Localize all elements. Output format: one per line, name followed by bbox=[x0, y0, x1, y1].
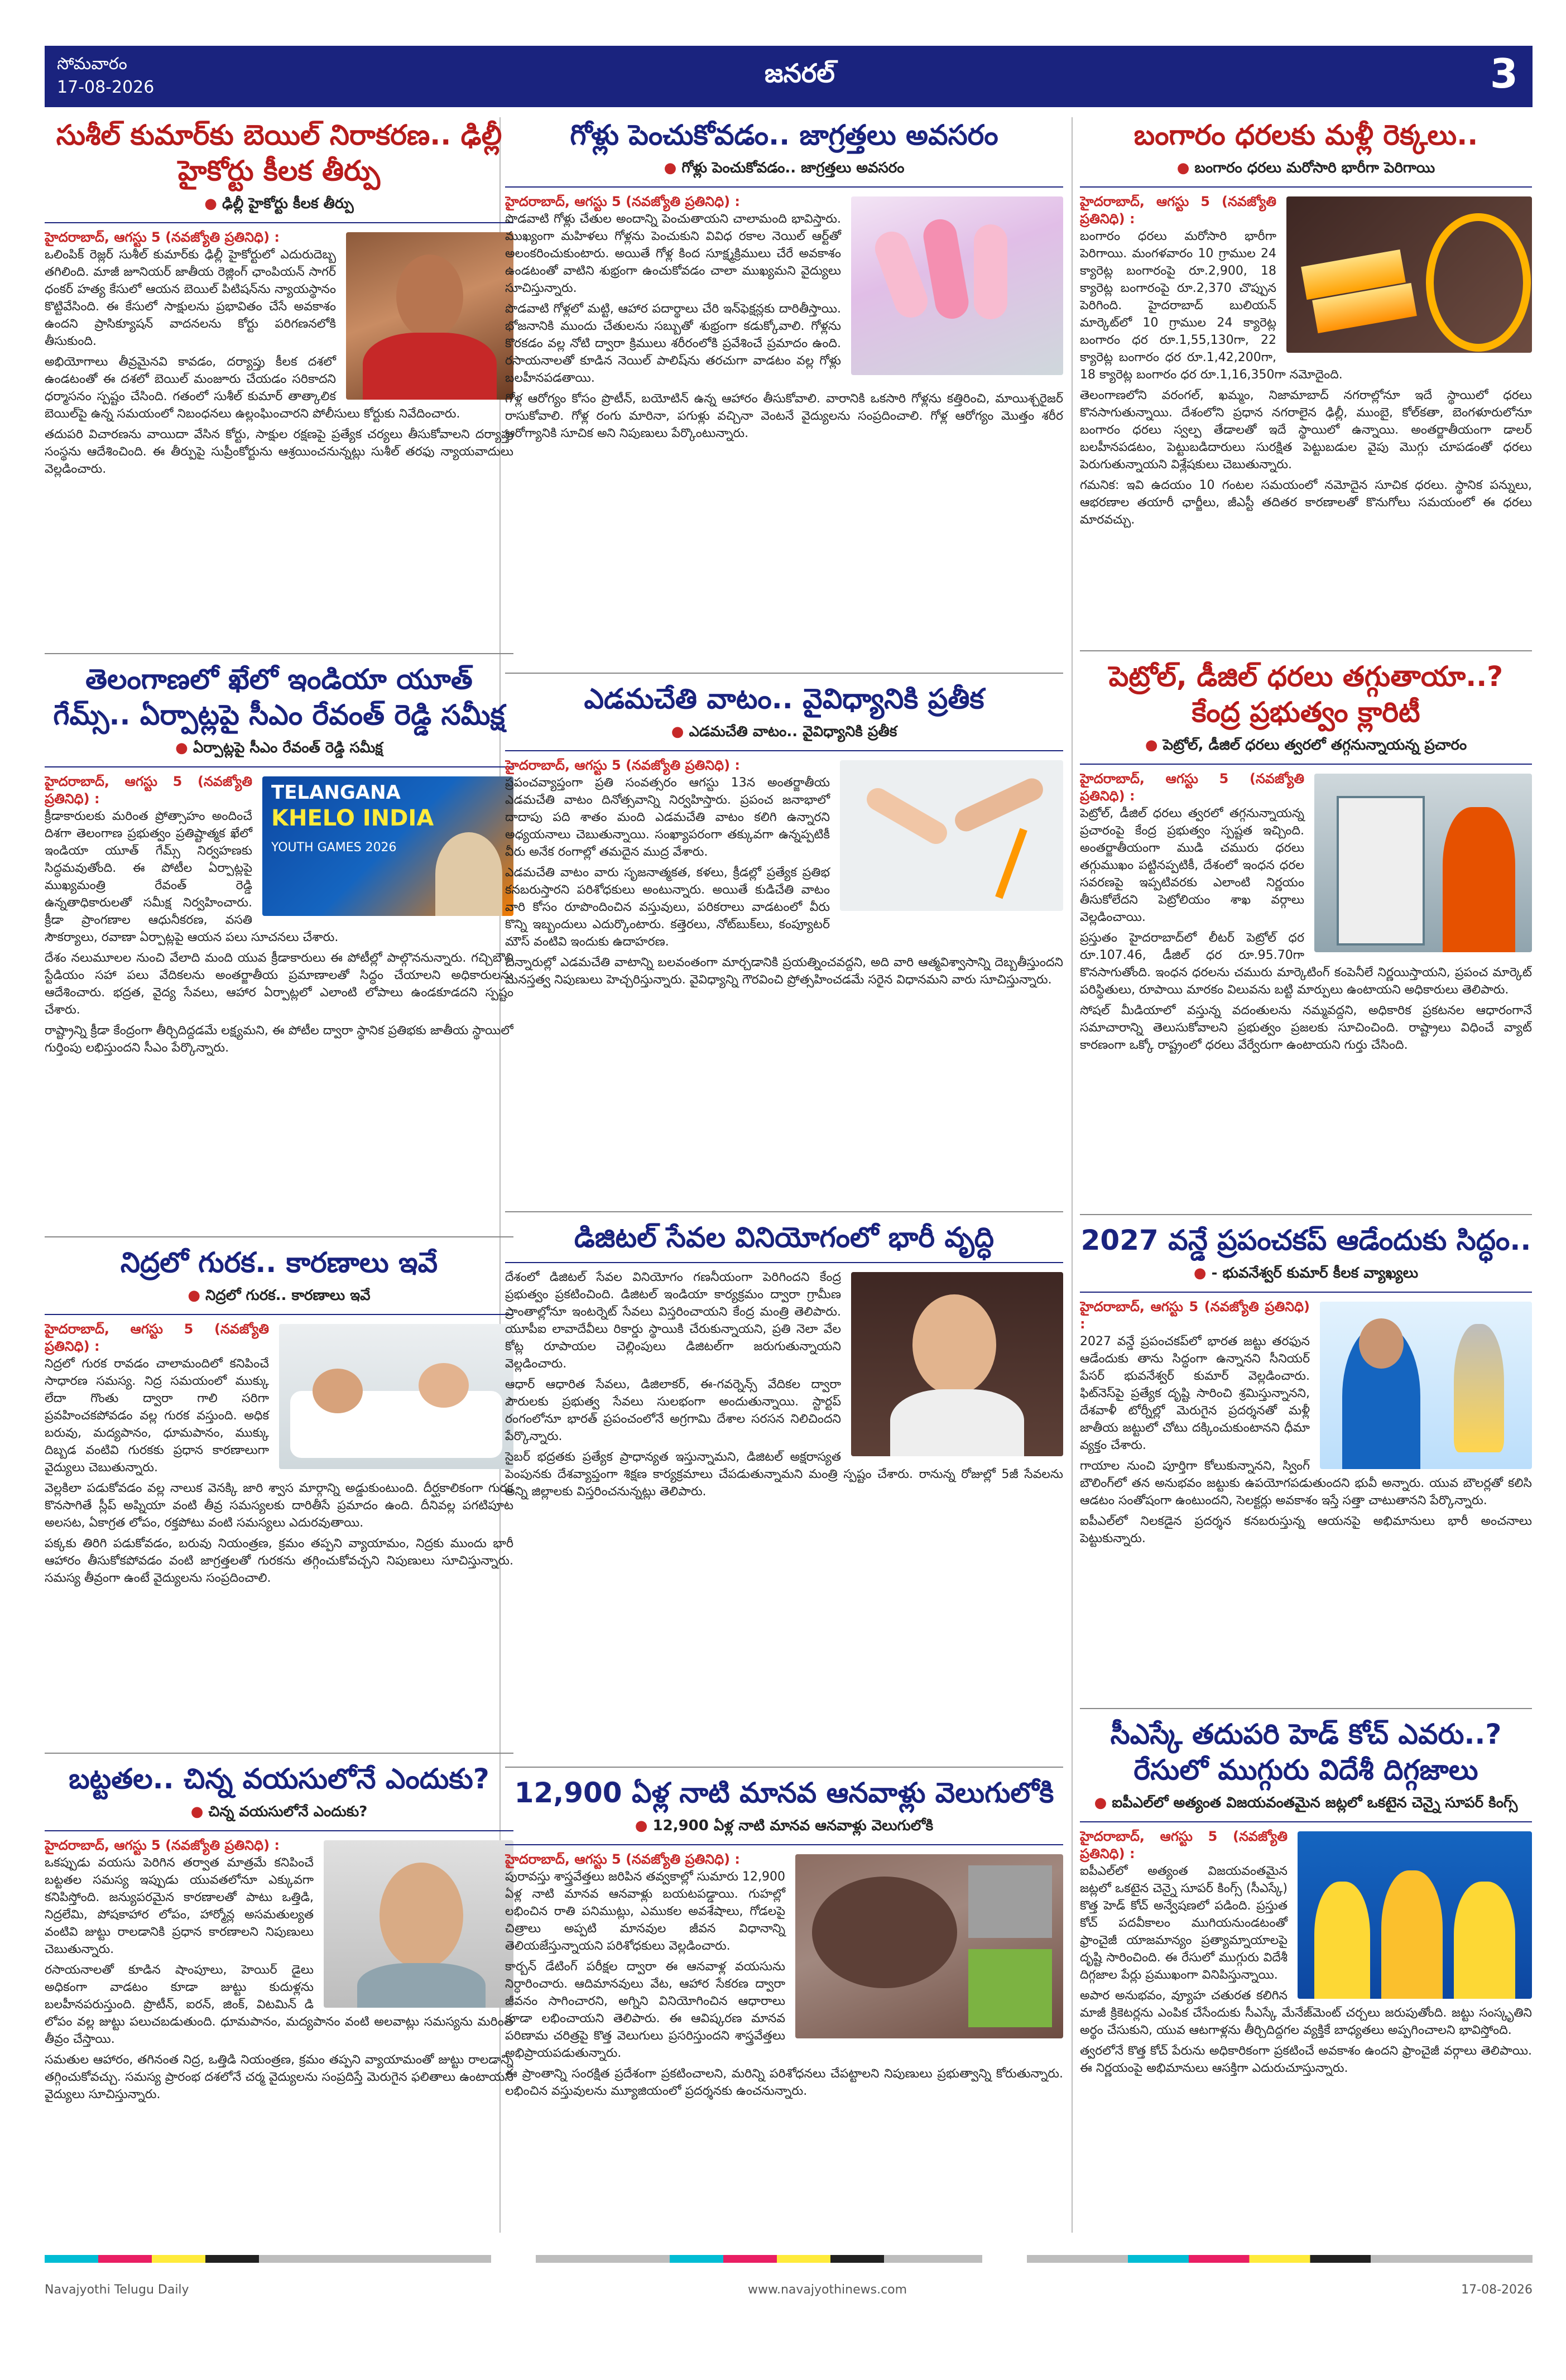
paragraph: పొడవాటి గోళ్లు చేతుల అందాన్ని పెంచుతాయని చాలామంది భావిస్తారు. ముఖ్యంగా మహిళలు గోళ్లను పెంచుకుని వివిధ రకాల నెయిల్ ఆర్ట్‌తో అలంకరించుకుంటారు. అయితే గోళ్ల కింద సూక్ష్మక్రిములు చేరే అవకాశం ఉండటంతో వాటిని శుభ్రంగా ఉంచుకోవడం చాలా ముఖ్యమని వైద్యులు సూచిస్తున్నారు. bbox=[505, 212, 841, 295]
separator bbox=[505, 186, 1063, 188]
masthead-bar bbox=[45, 46, 1533, 107]
paragraph: సోషల్ మీడియాలో వస్తున్న వదంతులను నమ్మవద్దని, అధికారిక ప్రకటనల ఆధారంగానే సమాచారాన్ని తెలుసుకోవాలని ప్రభుత్వం ప్రజలకు సూచించింది. రాష్ట్రాలు విధించే వ్యాట్ కారణంగా ఒక్కో రాష్ట్రంలో ధరలు వేర్వేరుగా ఉంటాయని గుర్తు చేసింది. bbox=[1080, 1004, 1532, 1052]
section-name: జనరల్ bbox=[765, 58, 835, 88]
paragraph: చిన్నారుల్లో ఎడమచేతి వాటాన్ని బలవంతంగా మార్చడానికి ప్రయత్నించవద్దని, అది వారి ఆత్మవిశ్వాసాన్ని దెబ్బతీస్తుందని మనస్తత్వ నిపుణులు హెచ్చరిస్తున్నారు. వైవిధ్యాన్ని గౌరవించి ప్రోత్సహించడమే సరైన విధానమని వారు సూచిస్తున్నారు. bbox=[505, 956, 1063, 987]
print-color-bar bbox=[536, 2255, 982, 2263]
headline: గోళ్లు పెంచుకోవడం.. జాగ్రత్తలు అవసరం bbox=[570, 119, 998, 151]
cave-excavation-photo bbox=[795, 1854, 1063, 2038]
headline: తెలంగాణలో ఖేలో ఇండియా యూత్ గేమ్స్.. ఏర్పాట్లపై సీఎం రేవంత్ రెడ్డి సమీక్ష bbox=[53, 663, 505, 731]
paragraph: తదుపరి విచారణను వాయిదా వేసిన కోర్టు, సాక్షుల రక్షణపై ప్రత్యేక చర్యలు తీసుకోవాలని దర్యాప్తు సంస్థను ఆదేశించింది. ఈ తీర్పుపై సుప్రీంకోర్టును ఆశ్రయించనున్నట్లు సుశీల్ తరఫు న్యాయవాదులు వెల్లడించారు. bbox=[45, 428, 513, 476]
article-divider bbox=[1080, 1214, 1532, 1215]
paragraph: ఒకప్పుడు వయసు పెరిగిన తర్వాత మాత్రమే కనిపించే బట్టతల సమస్య ఇప్పుడు యువతలోనూ ఎక్కువగా కనిపిస్తోంది. జన్యుపరమైన కారణాలతో పాటు ఒత్తిడి, నిద్రలేమి, పోషకాహార లోపం, హార్మోన్ల అసమతుల్యత వంటివి జుట్టు రాలడానికి ప్రధాన కారణాలని నిపుణులు చెబుతున్నారు. bbox=[45, 1856, 314, 1956]
article-body bbox=[505, 1269, 1063, 1500]
gold-jewelry-photo bbox=[1286, 196, 1532, 353]
headline: బంగారం ధరలకు మళ్లీ రెక్కలు.. bbox=[1133, 119, 1478, 151]
dateline: హైదరాబాద్, ఆగస్టు 5 (నవజ్యోతి ప్రతినిధి) : bbox=[505, 1851, 740, 1867]
kicker: ● నిద్రలో గురక.. కారణాలు ఇవే bbox=[45, 1287, 513, 1307]
wrestler-photo bbox=[346, 232, 513, 400]
kicker: ● ఎడమచేతి వాటం.. వైవిధ్యానికి ప్రతీక bbox=[505, 723, 1063, 743]
paragraph: గమనిక: ఇవి ఉదయం 10 గంటల సమయంలో నమోదైన సూచిక ధరలు. స్థానిక పన్నులు, ఆభరణాల తయారీ ఛార్జీలు, జీఎస్టీ తదితర కారణాలతో కొనుగోలు సమయంలో ఈ ధరలు మారవచ్చు. bbox=[1080, 478, 1532, 527]
article-divider bbox=[1080, 650, 1532, 651]
separator bbox=[1080, 1292, 1532, 1293]
headline: సీఎస్కే తదుపరి హెడ్ కోచ్ ఎవరు..? రేసులో ముగ్గురు విదేశీ దిగ్గజాలు bbox=[1110, 1718, 1502, 1786]
csk-players-photo bbox=[1298, 1831, 1532, 1999]
paragraph: క్రీడాకారులకు మరింత ప్రోత్సాహం అందించే దిశగా తెలంగాణ ప్రభుత్వం ప్రతిష్టాత్మక ఖేలో ఇండియా యూత్ గేమ్స్ నిర్వహణకు సిద్ధమవుతోంది. ఈ పోటీల ఏర్పాట్లపై ముఖ్యమంత్రి రేవంత్ రెడ్డి ఉన్నతాధికారులతో సమీక్ష నిర్వహించారు. క్రీడా ప్రాంగణాల ఆధునీకరణ, వసతి సౌకర్యాలు, రవాణా ఏర్పాట్లపై ఆయన పలు సూచనలు చేశారు. bbox=[45, 809, 339, 944]
article-body bbox=[505, 193, 1063, 442]
minister-photo bbox=[851, 1272, 1063, 1456]
article-divider bbox=[505, 1211, 1063, 1212]
kicker: ● చిన్న వయసులోనే ఎందుకు? bbox=[45, 1803, 513, 1824]
paragraph: గాయాల నుంచి పూర్తిగా కోలుకున్నానని, స్వింగ్ బౌలింగ్‌లో తన అనుభవం జట్టుకు ఉపయోగపడుతుందని భువీ అన్నారు. యువ బౌలర్లతో కలిసి ఆడటం సంతోషంగా ఉంటుందని, సెలక్టర్లు అవకాశం ఇస్తే సత్తా చాటుతానని పేర్కొన్నారు. bbox=[1080, 1459, 1532, 1508]
article-nails bbox=[505, 117, 1063, 667]
paragraph: రాష్ట్రాన్ని క్రీడా కేంద్రంగా తీర్చిదిద్దడమే లక్ష్యమని, ఈ పోటీల ద్వారా స్థానిక ప్రతిభకు జాతీయ స్థాయిలో గుర్తింపు లభిస్తుందని సీఎం పేర్కొన్నారు. bbox=[45, 1024, 513, 1055]
paragraph: రసాయనాలతో కూడిన షాంపూలు, హెయిర్ డైలు అధికంగా వాడటం కూడా జుట్టు కుదుళ్లను బలహీనపరుస్తుంది. ప్రొటీన్, ఐరన్, జింక్, విటమిన్ డి లోపం వల్ల జుట్టు పలుచబడుతుంది. ధూమపానం, మద్యపానం వంటి అలవాట్లు సమస్యను మరింత తీవ్రం చేస్తాయి. bbox=[45, 1963, 513, 2046]
article-body bbox=[1080, 193, 1532, 529]
article-body bbox=[45, 1837, 513, 2103]
paragraph: నిద్రలో గురక రావడం చాలామందిలో కనిపించే సాధారణ సమస్య. నిద్ర సమయంలో ముక్కు లేదా గొంతు ద్వారా గాలి సరిగా ప్రవహించకపోవడం వల్ల గురక వస్తుంది. అధిక బరువు, మద్యపానం, ధూమపానం, ముక్కు దిబ్బడ వంటివి గురకకు ప్రధాన కారణాలుగా వైద్యులు చెబుతున్నారు. bbox=[45, 1357, 269, 1475]
article-body bbox=[1080, 1828, 1532, 2077]
article-baldness bbox=[45, 1761, 513, 2353]
article-body bbox=[505, 757, 1063, 989]
headline: డిజిటల్ సేవల వినియోగంలో భారీ వృద్ధి bbox=[574, 1221, 995, 1254]
article-body bbox=[45, 1321, 513, 1587]
article-body bbox=[45, 773, 513, 1057]
dateline: హైదరాబాద్, ఆగస్టు 5 (నవజ్యోతి ప్రతినిధి) : bbox=[45, 774, 252, 807]
page-number: 3 bbox=[1490, 50, 1518, 97]
nails-photo bbox=[851, 196, 1063, 375]
article-left-handed bbox=[505, 681, 1063, 1206]
article-khelo-india bbox=[45, 661, 513, 1231]
footer-date: 17-08-2026 bbox=[1461, 2283, 1533, 2297]
paragraph: ఆధార్ ఆధారిత సేవలు, డిజిలాకర్, ఈ-గవర్నెన్స్ వేదికల ద్వారా పౌరులకు ప్రభుత్వ సేవలు సులభంగా అందుతున్నాయి. స్టార్టప్ రంగంలోనూ భారత్ ప్రపంచంలోనే అగ్రగామి దేశాల సరసన నిలిచిందని పేర్కొన్నారు. bbox=[505, 1378, 841, 1443]
fuel-pump-photo bbox=[1314, 774, 1532, 952]
headline: పెట్రోల్, డీజిల్ ధరలు తగ్గుతాయా..? కేంద్ర ప్రభుత్వం క్లారిటీ bbox=[1108, 660, 1503, 728]
article-sushil-kumar bbox=[45, 117, 513, 647]
dateline: హైదరాబాద్, ఆగస్టు 5 (నవజ్యోతి ప్రతినిధి) : bbox=[1080, 1829, 1288, 1861]
issue-date bbox=[57, 52, 154, 99]
headline: సుశీల్ కుమార్‌కు బెయిల్ నిరాకరణ.. ఢిల్లీ హైకోర్టు కీలక తీర్పు bbox=[56, 119, 502, 187]
separator bbox=[45, 222, 513, 223]
paragraph: బంగారం ధరలు మరోసారి భారీగా పెరిగాయి. మంగళవారం 10 గ్రాముల 24 క్యారెట్ల బంగారంపై రూ.2,900, 18 క్యారెట్ల బంగారంపై రూ.2,370 చొప్పున పెరిగింది. హైదరాబాద్ బులియన్ మార్కెట్‌లో 10 గ్రాముల 24 క్యారెట్ల బంగారం ధర రూ.1,55,130గా, 22 క్యారెట్ల బంగారం ధర రూ.1,42,200గా, 18 క్యారెట్ల బంగారం ధర రూ.1,16,350గా నమోదైంది. bbox=[1080, 229, 1343, 382]
article-divider bbox=[45, 653, 513, 654]
paragraph: త్వరలోనే కొత్త కోచ్ పేరును అధికారికంగా ప్రకటించే అవకాశం ఉందని ఫ్రాంచైజీ వర్గాలు తెలిపాయి. ఈ నిర్ణయంపై అభిమానులు ఆసక్తిగా ఎదురుచూస్తున్నారు. bbox=[1080, 2044, 1532, 2075]
separator bbox=[505, 1262, 1063, 1263]
headline: బట్టతల.. చిన్న వయసులోనే ఎందుకు? bbox=[69, 1763, 489, 1795]
paragraph: ఎడమచేతి వాటం వారు సృజనాత్మకత, కళలు, క్రీడల్లో ప్రత్యేక ప్రతిభ కనబరుస్తారని పరిశోధకులు అంటున్నారు. అయితే కుడిచేతి వాటం వారి కోసం రూపొందించిన వస్తువులు, పరికరాలు వాడటంలో వీరు కొన్ని ఇబ్బందులు ఎదుర్కొంటారు. కత్తెరలు, నోట్‌బుక్‌లు, కంప్యూటర్ మౌస్ వంటివి ఇందుకు ఉదాహరణ. bbox=[505, 866, 830, 949]
article-divider bbox=[505, 1767, 1063, 1768]
dateline: హైదరాబాద్, ఆగస్టు 5 (నవజ్యోతి ప్రతినిధి) : bbox=[1080, 194, 1276, 227]
print-color-bar bbox=[1027, 2255, 1533, 2263]
paragraph: ఐపీఎల్‌లో అత్యంత విజయవంతమైన జట్లలో ఒకటైన చెన్నై సూపర్ కింగ్స్ (సీఎస్కే) కొత్త హెడ్ కోచ్ అన్వేషణలో పడింది. ప్రస్తుత కోచ్ పదవీకాలం ముగియనుండటంతో ఫ్రాంచైజీ యాజమాన్యం ప్రత్యామ్నాయాలపై దృష్టి సారించింది. ఈ రేసులో ముగ్గురు విదేశీ దిగ్గజాల పేర్లు ప్రముఖంగా వినిపిస్తున్నాయి. bbox=[1080, 1864, 1288, 1982]
paragraph: అపార అనుభవం, వ్యూహ చతురత కలిగిన మాజీ క్రికెటర్లను ఎంపిక చేసేందుకు సీఎస్కే మేనేజ్‌మెంట్ చర్చలు జరుపుతోంది. జట్టు సంస్కృతిని అర్థం చేసుకుని, యువ ఆటగాళ్లను తీర్చిదిద్దగల వ్యక్తికే బాధ్యతలు అప్పగించాలని భావిస్తోంది. bbox=[1080, 1989, 1532, 2037]
dateline: హైదరాబాద్, ఆగస్టు 5 (నవజ్యోతి ప్రతినిధి) : bbox=[45, 1837, 280, 1853]
paragraph: పొడవాటి గోళ్లలో మట్టి, ఆహార పదార్థాలు చేరి ఇన్‌ఫెక్షన్లకు దారితీస్తాయి. భోజనానికి ముందు చేతులను సబ్బుతో శుభ్రంగా కడుక్కోవాలి. గోళ్లను కొరకడం వల్ల నోటి ద్వారా క్రిములు శరీరంలోకి ప్రవేశించే ప్రమాదం ఉంది. రసాయనాలతో కూడిన నెయిల్ పాలిష్‌ను తరచుగా వాడటం వల్ల గోళ్లు బలహీనపడతాయి. bbox=[505, 302, 841, 385]
separator bbox=[505, 1844, 1063, 1845]
kicker: ● పెట్రోల్, డీజిల్ ధరలు త్వరలో తగ్గనున్నాయన్న ప్రచారం bbox=[1080, 737, 1532, 757]
issue-day: సోమవారం bbox=[57, 54, 127, 74]
paragraph: పక్కకు తిరిగి పడుకోవడం, బరువు నియంత్రణ, క్రమం తప్పని వ్యాయామం, నిద్రకు ముందు భారీ ఆహారం తీసుకోకపోవడం వంటి జాగ్రత్తలతో గురకను తగ్గించుకోవచ్చని నిపుణులు సూచిస్తున్నారు. సమస్య తీవ్రంగా ఉంటే వైద్యులను సంప్రదించాలి. bbox=[45, 1537, 513, 1585]
paragraph: ఒలింపిక్ రెజ్లర్ సుశీల్ కుమార్‌కు ఢిల్లీ హైకోర్టులో ఎదురుదెబ్బ తగిలింది. మాజీ జూనియర్ జాతీయ రెజ్లింగ్ ఛాంపియన్ సాగర్ ధంకర్ హత్య కేసులో ఆయన బెయిల్ పిటిషన్‌ను న్యాయస్థానం కొట్టివేసింది. ఈ కేసులో సాక్షులను ప్రభావితం చేసే అవకాశం ఉందని ప్రాసిక్యూషన్ వాదనలను కోర్టు పరిగణనలోకి తీసుకుంది. bbox=[45, 248, 336, 348]
paragraph: పెట్రోల్, డీజిల్ ధరలు త్వరలో తగ్గనున్నాయన్న ప్రచారంపై కేంద్ర ప్రభుత్వం స్పష్టత ఇచ్చింది. అంతర్జాతీయంగా ముడి చమురు ధరలు తగ్గుముఖం పట్టినప్పటికీ, దేశంలో ఇంధన ధరల సవరణపై ఇప్పటివరకు ఎలాంటి నిర్ణయం తీసుకోలేదని పెట్రోలియం శాఖ వర్గాలు వెల్లడించాయి. bbox=[1080, 807, 1304, 924]
kicker: ● ఐపీఎల్‌లో అత్యంత విజయవంతమైన జట్లలో ఒకటైన చెన్నై సూపర్ కింగ్స్ bbox=[1080, 1794, 1532, 1815]
dateline: హైదరాబాద్, ఆగస్టు 5 (నవజ్యోతి ప్రతినిధి) : bbox=[1080, 771, 1304, 804]
article-divider bbox=[45, 1236, 513, 1237]
article-body bbox=[1080, 1298, 1532, 1547]
paragraph: ఈ ప్రాంతాన్ని సంరక్షిత ప్రదేశంగా ప్రకటించాలని, మరిన్ని పరిశోధనలు చేపట్టాలని నిపుణులు ప్రభుత్వాన్ని కోరుతున్నారు. లభించిన వస్తువులను మ్యూజియంలో ప్రదర్శనకు ఉంచనున్నారు. bbox=[505, 2067, 1063, 2098]
dateline: హైదరాబాద్, ఆగస్టు 5 (నవజ్యోతి ప్రతినిధి) : bbox=[45, 229, 280, 245]
article-gold-prices bbox=[1080, 117, 1532, 645]
article-divider bbox=[45, 1753, 513, 1754]
banner-sub: KHELO INDIA bbox=[271, 805, 434, 831]
paragraph: తెలంగాణలోని వరంగల్, ఖమ్మం, నిజామాబాద్ నగరాల్లోనూ ఇదే స్థాయిలో ధరలు కొనసాగుతున్నాయి. దేశంలోని ప్రధాన నగరాలైన ఢిల్లీ, ముంబై, కోల్‌కతా, బెంగళూరులోనూ బంగారం ధరలు స్వల్ప తేడాలతో ఇదే స్థాయిలో ఉన్నాయి. అంతర్జాతీయంగా డాలర్ బలహీనపడటం, పెట్టుబడిదారులు సురక్షిత పెట్టుబడుల వైపు మొగ్గు చూపడంతో ధరలు పెరుగుతున్నాయని విశ్లేషకులు చెబుతున్నారు. bbox=[1080, 388, 1532, 472]
article-ancient-humans bbox=[505, 1775, 1063, 2350]
banner-title: TELANGANA bbox=[271, 781, 401, 804]
separator bbox=[45, 1314, 513, 1315]
paragraph: ఐపీఎల్‌లో నిలకడైన ప్రదర్శన కనబరుస్తున్న ఆయనపై అభిమానులు భారీ అంచనాలు పెట్టుకున్నారు. bbox=[1080, 1514, 1532, 1546]
paragraph: పురావస్తు శాస్త్రవేత్తలు జరిపిన తవ్వకాల్లో సుమారు 12,900 ఏళ్ల నాటి మానవ ఆనవాళ్లు బయటపడ్డాయి. గుహల్లో లభించిన రాతి పనిముట్లు, ఎముకల అవశేషాలు, గోడలపై చిత్రాలు అప్పటి మానవుల జీవన విధానాన్ని తెలియజేస్తున్నాయని పరిశోధకులు వెల్లడించారు. bbox=[505, 1870, 785, 1953]
article-bhuvneshwar bbox=[1080, 1222, 1532, 1702]
paragraph: 2027 వన్డే ప్రపంచకప్‌లో భారత జట్టు తరఫున ఆడేందుకు తాను సిద్ధంగా ఉన్నానని సీనియర్ పేసర్ భువనేశ్వర్ కుమార్ వెల్లడించారు. ఫిట్‌నెస్‌పై ప్రత్యేక దృష్టి సారించి శ్రమిస్తున్నానని, దేశవాళీ టోర్నీల్లో మెరుగైన ప్రదర్శనతో మళ్లీ జాతీయ జట్టులో చోటు దక్కించుకుంటానని ధీమా వ్యక్తం చేశారు. bbox=[1080, 1335, 1310, 1452]
headline: ఎడమచేతి వాటం.. వైవిధ్యానికి ప్రతీక bbox=[584, 683, 984, 715]
footer-publication: Navajyothi Telugu Daily bbox=[45, 2283, 189, 2297]
article-fuel-prices bbox=[1080, 659, 1532, 1208]
paragraph: గోళ్ల ఆరోగ్యం కోసం ప్రొటీన్, బయోటిన్ ఉన్న ఆహారం తీసుకోవాలి. వారానికి ఒకసారి గోళ్లను కత్తిరించి, మాయిశ్చరైజర్ రాసుకోవాలి. గోళ్ల రంగు మారినా, పగుళ్లు వచ్చినా వెంటనే వైద్యులను సంప్రదించాలి. గోళ్ల ఆరోగ్యం మొత్తం శరీర ఆరోగ్యానికి సూచిక అని నిపుణులు పేర్కొంటున్నారు. bbox=[505, 392, 1063, 440]
footer-website: www.navajyothinews.com bbox=[748, 2283, 907, 2297]
article-body bbox=[1080, 770, 1532, 1054]
article-body bbox=[505, 1851, 1063, 2100]
article-snoring bbox=[45, 1245, 513, 1747]
separator bbox=[45, 1830, 513, 1831]
separator bbox=[45, 766, 513, 767]
separator bbox=[1080, 1821, 1532, 1822]
paragraph: అభియోగాలు తీవ్రమైనవి కావడం, దర్యాప్తు కీలక దశలో ఉండటంతో ఈ దశలో బెయిల్ మంజూరు చేయడం సరికాదని ధర్మాసనం స్పష్టం చేసింది. గతంలో సుశీల్ కుమార్ తాత్కాలిక బెయిల్‌పై ఉన్న సమయంలో నిబంధనలు ఉల్లంఘించారని పోలీసులు కోర్టుకు నివేదించారు. bbox=[45, 355, 460, 421]
banner-sub2: YOUTH GAMES 2026 bbox=[271, 841, 397, 855]
separator bbox=[505, 750, 1063, 751]
article-divider bbox=[505, 673, 1063, 674]
snoring-photo bbox=[279, 1324, 513, 1469]
column-rule bbox=[1072, 117, 1073, 2233]
separator bbox=[1080, 186, 1532, 188]
dateline: హైదరాబాద్, ఆగస్టు 5 (నవజ్యోతి ప్రతినిధి) : bbox=[505, 757, 740, 773]
headline: 12,900 ఏళ్ల నాటి మానవ ఆనవాళ్లు వెలుగులోకి bbox=[514, 1777, 1054, 1809]
article-divider bbox=[1080, 1708, 1532, 1709]
paragraph: కార్బన్ డేటింగ్ పరీక్షల ద్వారా ఈ ఆనవాళ్ల వయసును నిర్ధారించారు. ఆదిమానవులు వేట, ఆహార సేకరణ ద్వారా జీవనం సాగించారని, అగ్నిని వినియోగించిన ఆధారాలు కూడా లభించాయని తెలిపారు. ఈ ఆవిష్కరణ మానవ పరిణామ చరిత్రపై కొత్త వెలుగులు ప్రసరిస్తుందని శాస్త్రవేత్తలు అభిప్రాయపడుతున్నారు. bbox=[505, 1960, 785, 2060]
issue-date-value: 17-08-2026 bbox=[57, 78, 155, 97]
kicker: ● గోళ్లు పెంచుకోవడం.. జాగ్రత్తలు అవసరం bbox=[505, 160, 1063, 180]
khelo-india-banner bbox=[262, 776, 513, 916]
paragraph: సమతుల ఆహారం, తగినంత నిద్ర, ఒత్తిడి నియంత్రణ, క్రమం తప్పని వ్యాయామంతో జుట్టు రాలడాన్ని తగ్గించుకోవచ్చు. సమస్య ప్రారంభ దశలోనే చర్మ వైద్యులను సంప్రదిస్తే మెరుగైన ఫలితాలు ఉంటాయని వైద్యులు సూచిస్తున్నారు. bbox=[45, 2053, 513, 2101]
separator bbox=[1080, 764, 1532, 765]
print-color-bar bbox=[45, 2255, 491, 2263]
kicker: ● ఏర్పాట్లపై సీఎం రేవంత్ రెడ్డి సమీక్ష bbox=[45, 740, 513, 760]
cricketer-trophy-photo bbox=[1320, 1302, 1532, 1469]
headline: నిద్రలో గురక.. కారణాలు ఇవే bbox=[120, 1246, 438, 1279]
paragraph: దేశం నలుమూలల నుంచి వేలాది మంది యువ క్రీడాకారులు ఈ పోటీల్లో పాల్గొననున్నారు. గచ్చిబౌలి స్టేడియం సహా పలు వేదికలను అంతర్జాతీయ ప్రమాణాలతో సిద్ధం చేయాలని అధికారులను ఆదేశించారు. భద్రత, వైద్య సేవలు, ఆహార ఏర్పాట్లలో ఎలాంటి లోపాలు ఉండకూడదని స్పష్టం చేశారు. bbox=[45, 951, 513, 1017]
paragraph: దేశంలో డిజిటల్ సేవల వినియోగం గణనీయంగా పెరిగిందని కేంద్ర ప్రభుత్వం ప్రకటించింది. డిజిటల్ ఇండియా కార్యక్రమం ద్వారా గ్రామీణ ప్రాంతాల్లోనూ ఇంటర్నెట్ సేవలు విస్తరించాయని కేంద్ర మంత్రి తెలిపారు. యూపీఐ లావాదేవీలు రికార్డు స్థాయికి చేరుకున్నాయని, ప్రతి నెలా వేల కోట్ల రూపాయల చెల్లింపులు డిజిటల్‌గా జరుగుతున్నాయని వెల్లడించారు. bbox=[505, 1270, 841, 1371]
article-digital-services bbox=[505, 1220, 1063, 1761]
kicker: ● ఢిల్లీ హైకోర్టు కీలక తీర్పు bbox=[45, 195, 513, 215]
baldness-photo bbox=[324, 1840, 513, 2008]
headline: 2027 వన్డే ప్రపంచకప్ ఆడేందుకు సిద్ధం.. bbox=[1080, 1224, 1531, 1256]
kicker: ● 12,900 ఏళ్ల నాటి మానవ ఆనవాళ్లు వెలుగులోకి bbox=[505, 1817, 1063, 1837]
kicker: ● బంగారం ధరలు మరోసారి భారీగా పెరిగాయి bbox=[1080, 160, 1532, 180]
paragraph: వెల్లకిలా పడుకోవడం వల్ల నాలుక వెనక్కి జారి శ్వాస మార్గాన్ని అడ్డుకుంటుంది. దీర్ఘకాలికంగా గురక కొనసాగితే స్లీప్ అప్నియా వంటి తీవ్ర సమస్యలకు దారితీసే ప్రమాదం ఉంది. దీనివల్ల పగటిపూట అలసట, ఏకాగ్రత లోపం, రక్తపోటు వంటి సమస్యలు ఎదురవుతాయి. bbox=[45, 1481, 513, 1530]
left-hand-writing-photo bbox=[840, 760, 1063, 911]
kicker: ● - భువనేశ్వర్ కుమార్ కీలక వ్యాఖ్యలు bbox=[1080, 1265, 1532, 1285]
paragraph: ప్రపంచవ్యాప్తంగా ప్రతి సంవత్సరం ఆగస్టు 13న అంతర్జాతీయ ఎడమచేతి వాటం దినోత్సవాన్ని నిర్వహిస్తారు. ప్రపంచ జనాభాలో దాదాపు పది శాతం మంది ఎడమచేతి వాటం కలిగి ఉన్నారని అధ్యయనాలు చెబుతున్నాయి. సంఖ్యాపరంగా తక్కువగా ఉన్నప్పటికీ వీరు అనేక రంగాల్లో తమదైన ముద్ర వేశారు. bbox=[505, 776, 830, 859]
paragraph: సైబర్ భద్రతకు ప్రత్యేక ప్రాధాన్యత ఇస్తున్నామని, డిజిటల్ అక్షరాస్యత పెంపునకు దేశవ్యాప్తంగా శిక్షణ కార్యక్రమాలు చేపడుతున్నామని మంత్రి స్పష్టం చేశారు. రానున్న రోజుల్లో 5జీ సేవలను అన్ని జిల్లాలకు విస్తరించనున్నట్లు తెలిపారు. bbox=[505, 1450, 1063, 1499]
dateline: హైదరాబాద్, ఆగస్టు 5 (నవజ్యోతి ప్రతినిధి) : bbox=[505, 194, 740, 209]
dateline: హైదరాబాద్, ఆగస్టు 5 (నవజ్యోతి ప్రతినిధి) : bbox=[1080, 1299, 1310, 1332]
dateline: హైదరాబాద్, ఆగస్టు 5 (నవజ్యోతి ప్రతినిధి) : bbox=[45, 1321, 269, 1354]
article-body bbox=[45, 229, 513, 478]
paragraph: ప్రస్తుతం హైదరాబాద్‌లో లీటర్ పెట్రోల్ ధర రూ.107.46, డీజిల్ ధర రూ.95.70గా కొనసాగుతోంది. ఇంధన ధరలను చమురు మార్కెటింగ్ కంపెనీలే నిర్ణయిస్తాయని, ప్రపంచ మార్కెట్ పరిస్థితులు, రూపాయి మారకం విలువను బట్టి మార్పులు ఉంటాయని అధికారులు తెలిపారు. bbox=[1080, 931, 1532, 997]
